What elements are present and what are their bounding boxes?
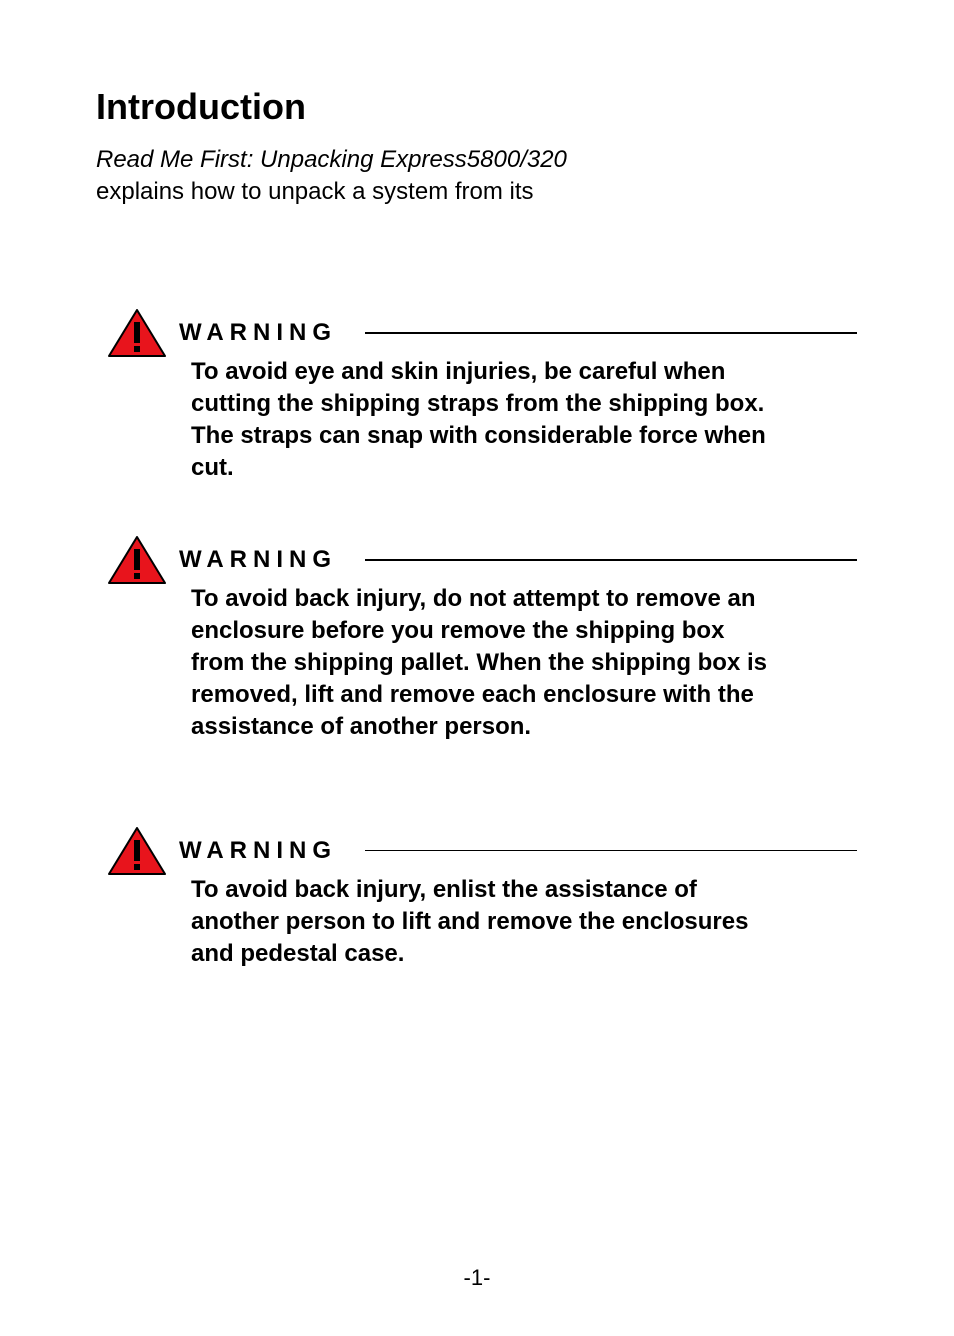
page-title: Introduction [96, 86, 306, 127]
warning-divider [365, 850, 857, 851]
warning-divider [365, 559, 857, 561]
warning-label: WARNING [179, 546, 337, 573]
page-number: -1- [463, 1265, 491, 1290]
intro-document-title: Read Me First: Unpacking Express5800/320 [96, 146, 567, 173]
warning-triangle-icon [107, 308, 167, 358]
warning-divider [365, 332, 857, 334]
intro-paragraph [96, 144, 816, 208]
warning-text: To avoid eye and skin injuries, be careful when cutting the shipping straps from the shipping box. The straps can snap with considerable force when cut. [191, 358, 766, 481]
warning-text: To avoid back injury, do not attempt to remove an enclosure before you remove the shipping box from the shipping pallet. When the shipping box is removed, lift and remove each enclosure with the assistance of another person. [191, 585, 767, 740]
warning-triangle-icon [107, 826, 167, 876]
warning-label: WARNING [179, 319, 337, 346]
warning-triangle-icon [107, 535, 167, 585]
warning-text: To avoid back injury, enlist the assistance of another person to lift and remove the enclosures and pedestal case. [191, 876, 749, 967]
warning-label: WARNING [179, 837, 337, 864]
intro-text: explains how to unpack a system from its [96, 178, 534, 205]
